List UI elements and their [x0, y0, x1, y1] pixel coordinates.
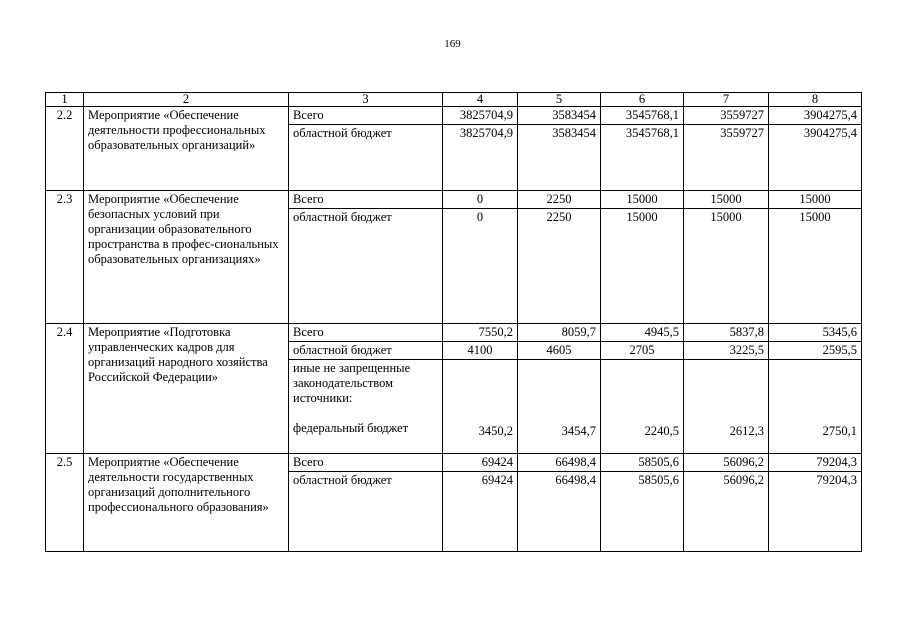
- budget-table: [45, 92, 862, 552]
- value-cell: 4100: [443, 342, 518, 360]
- table-row: [46, 454, 862, 472]
- value-cell: 3904275,4: [769, 107, 862, 125]
- source-cell: областной бюджет: [289, 209, 443, 324]
- page-number: 169: [444, 38, 461, 50]
- col-header-6: 6: [601, 93, 684, 107]
- source-cell: областной бюджет: [289, 125, 443, 191]
- source-cell: [289, 360, 443, 454]
- source-cell: Всего: [289, 454, 443, 472]
- value-cell: 3450,2: [443, 360, 518, 454]
- col-header-4: 4: [443, 93, 518, 107]
- value-cell: 15000: [601, 209, 684, 324]
- value-cell: 2250: [518, 191, 601, 209]
- value-cell: 3825704,9: [443, 125, 518, 191]
- value-cell: 3545768,1: [601, 125, 684, 191]
- source-cell: Всего: [289, 324, 443, 342]
- value-cell: 56096,2: [684, 472, 769, 552]
- value-cell: 3559727: [684, 125, 769, 191]
- value-cell: 56096,2: [684, 454, 769, 472]
- value-cell: 66498,4: [518, 472, 601, 552]
- value-cell: 7550,2: [443, 324, 518, 342]
- col-header-5: 5: [518, 93, 601, 107]
- value-cell: 3583454: [518, 125, 601, 191]
- value-cell: 69424: [443, 454, 518, 472]
- value-cell: 69424: [443, 472, 518, 552]
- source-cell: Всего: [289, 191, 443, 209]
- value-cell: 0: [443, 191, 518, 209]
- row-index: 2.4: [46, 324, 84, 454]
- table-row: [46, 107, 862, 125]
- col-header-1: 1: [46, 93, 84, 107]
- table-row: [46, 324, 862, 342]
- table-row: [46, 191, 862, 209]
- row-index: 2.3: [46, 191, 84, 324]
- value-cell: 2240,5: [601, 360, 684, 454]
- source-cell: областной бюджет: [289, 472, 443, 552]
- row-title: Мероприятие «Подготовка управленческих кадров для организаций народного хозяйства Российской Федерации»: [84, 324, 289, 454]
- col-header-7: 7: [684, 93, 769, 107]
- value-cell: 3454,7: [518, 360, 601, 454]
- row-title: Мероприятие «Обеспечение деятельности профессиональных образовательных организаций»: [84, 107, 289, 191]
- value-cell: 15000: [684, 191, 769, 209]
- value-cell: 3583454: [518, 107, 601, 125]
- value-cell: 2705: [601, 342, 684, 360]
- col-header-8: 8: [769, 93, 862, 107]
- value-cell: 3825704,9: [443, 107, 518, 125]
- value-cell: 15000: [769, 191, 862, 209]
- value-cell: 66498,4: [518, 454, 601, 472]
- value-cell: 3559727: [684, 107, 769, 125]
- value-cell: 15000: [601, 191, 684, 209]
- col-header-3: 3: [289, 93, 443, 107]
- value-cell: 3904275,4: [769, 125, 862, 191]
- value-cell: 2595,5: [769, 342, 862, 360]
- row-index: 2.5: [46, 454, 84, 552]
- value-cell: 8059,7: [518, 324, 601, 342]
- row-title: Мероприятие «Обеспечение деятельности государственных организаций дополнительного профессионального образования»: [84, 454, 289, 552]
- row-title: Мероприятие «Обеспечение безопасных условий при организации образовательного пространства в профес-сиональных образовательных организациях»: [84, 191, 289, 324]
- other-sources-label: иные не запрещенные законодательством источники:: [293, 361, 411, 405]
- value-cell: 15000: [769, 209, 862, 324]
- column-number-row: [46, 93, 862, 107]
- col-header-2: 2: [84, 93, 289, 107]
- value-cell: 2612,3: [684, 360, 769, 454]
- value-cell: 3545768,1: [601, 107, 684, 125]
- value-cell: 2250: [518, 209, 601, 324]
- value-cell: 79204,3: [769, 454, 862, 472]
- value-cell: 58505,6: [601, 454, 684, 472]
- value-cell: 58505,6: [601, 472, 684, 552]
- source-cell: Всего: [289, 107, 443, 125]
- value-cell: 15000: [684, 209, 769, 324]
- federal-budget-label: федеральный бюджет: [293, 421, 409, 435]
- value-cell: 5345,6: [769, 324, 862, 342]
- source-cell: областной бюджет: [289, 342, 443, 360]
- value-cell: 0: [443, 209, 518, 324]
- value-cell: 4945,5: [601, 324, 684, 342]
- row-index: 2.2: [46, 107, 84, 191]
- value-cell: 2750,1: [769, 360, 862, 454]
- value-cell: 4605: [518, 342, 601, 360]
- value-cell: 5837,8: [684, 324, 769, 342]
- value-cell: 79204,3: [769, 472, 862, 552]
- value-cell: 3225,5: [684, 342, 769, 360]
